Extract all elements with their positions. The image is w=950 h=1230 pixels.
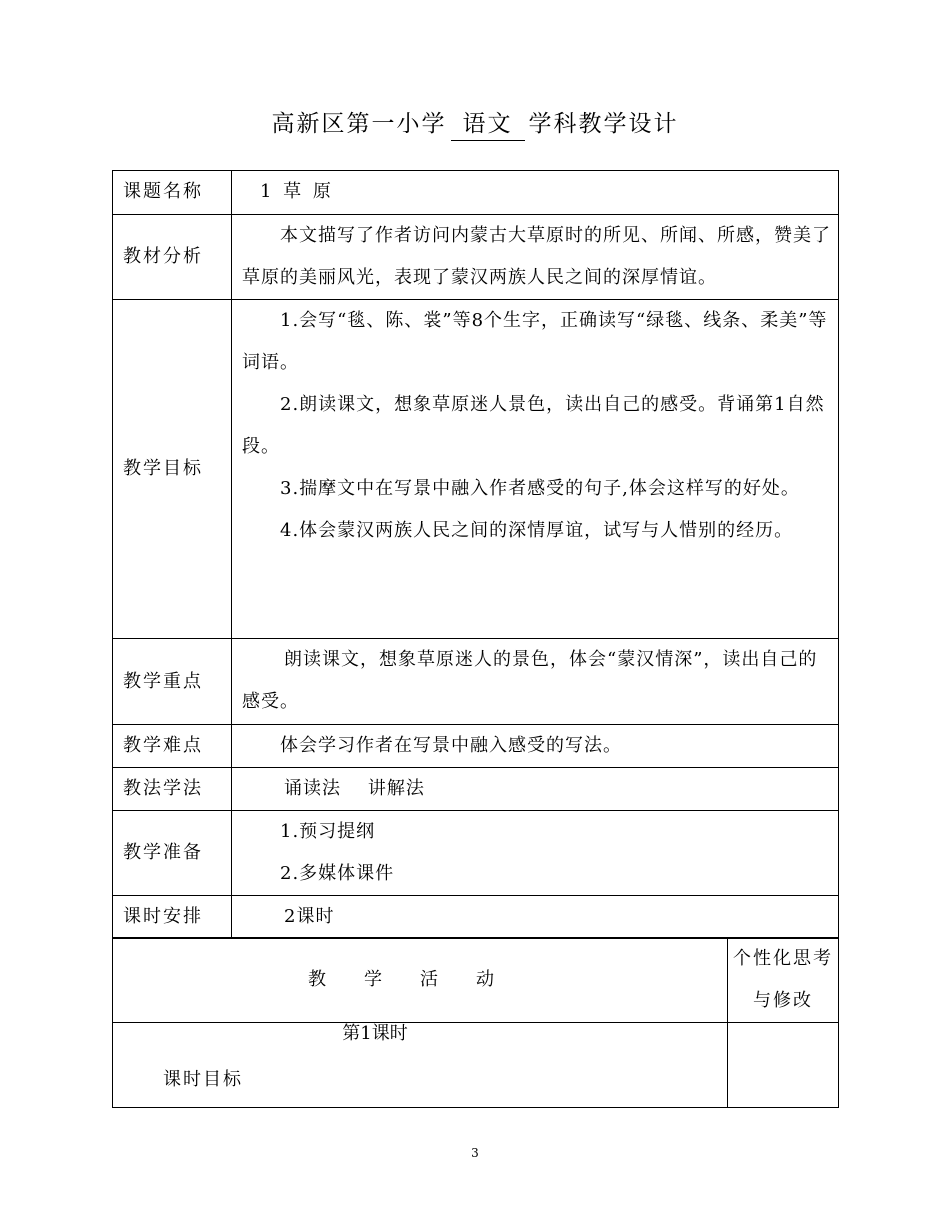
lesson-title: 第1课时 [342,1023,408,1044]
goal-item: 3.揣摩文中在写景中融入作者感受的句子,体会这样写的好处。 [280,478,800,499]
difficulty-content [232,725,839,768]
label-difficulty: 教学难点 [113,725,232,768]
key-content [232,639,839,725]
label-analysis: 教材分析 [113,215,232,300]
goal-item: 4.体会蒙汉两族人民之间的深情厚谊，试写与人惜别的经历。 [280,520,794,541]
difficulty-text: 体会学习作者在写景中融入感受的写法。 [280,735,622,756]
table-row [113,768,839,811]
label-prep: 教学准备 [113,811,232,896]
activities-table [112,937,839,1108]
lesson-cell [113,1023,728,1108]
table-row [113,171,839,215]
lesson-goal-label: 课时目标 [163,1069,243,1090]
topic-text: 1 草 原 [260,181,334,202]
prep-item: 2.多媒体课件 [280,863,395,884]
goals-content [232,300,839,639]
label-key: 教学重点 [113,639,232,725]
table-row [113,639,839,725]
prep-content [232,811,839,896]
page-number: 3 [471,1146,479,1160]
table-row [113,896,839,939]
goal-item: 2.朗读课文，想象草原迷人景色，读出自己的感受。背诵第1自然段。 [242,394,825,457]
school-name: 高新区第一小学 [271,111,447,137]
schedule-content [232,896,839,939]
label-topic: 课题名称 [113,171,232,215]
label-goals: 教学目标 [113,300,232,639]
schedule-text: 2课时 [284,906,335,927]
table-row [113,938,839,1023]
prep-item: 1.预习提纲 [280,821,376,842]
methods-content [232,768,839,811]
side-heading: 个性化思考与修改 [728,938,839,1023]
subject-name: 语文 [451,105,525,141]
table-row [113,300,839,639]
table-row [113,215,839,300]
table-row [113,1023,839,1108]
activities-heading: 教学活动 [113,938,728,1023]
table-row [113,811,839,896]
analysis-content [232,215,839,300]
lesson-plan-table [112,170,839,939]
topic-value [232,171,839,215]
page-title [0,105,950,141]
methods-text: 诵读法 讲解法 [284,778,425,799]
label-methods: 教法学法 [113,768,232,811]
analysis-text: 本文描写了作者访问内蒙古大草原时的所见、所闻、所感，赞美了草原的美丽风光，表现了蒙汉两族人民之间的深厚情谊。 [242,225,831,288]
side-notes-cell [728,1023,839,1108]
goal-item: 1.会写“毯、陈、裳”等8个生字，正确读写“绿毯、线条、柔美”等词语。 [242,310,828,373]
label-schedule: 课时安排 [113,896,232,939]
doc-type: 学科教学设计 [528,111,679,137]
key-text: 朗读课文，想象草原迷人的景色，体会“蒙汉情深”，读出自己的感受。 [242,649,818,712]
table-row [113,725,839,768]
